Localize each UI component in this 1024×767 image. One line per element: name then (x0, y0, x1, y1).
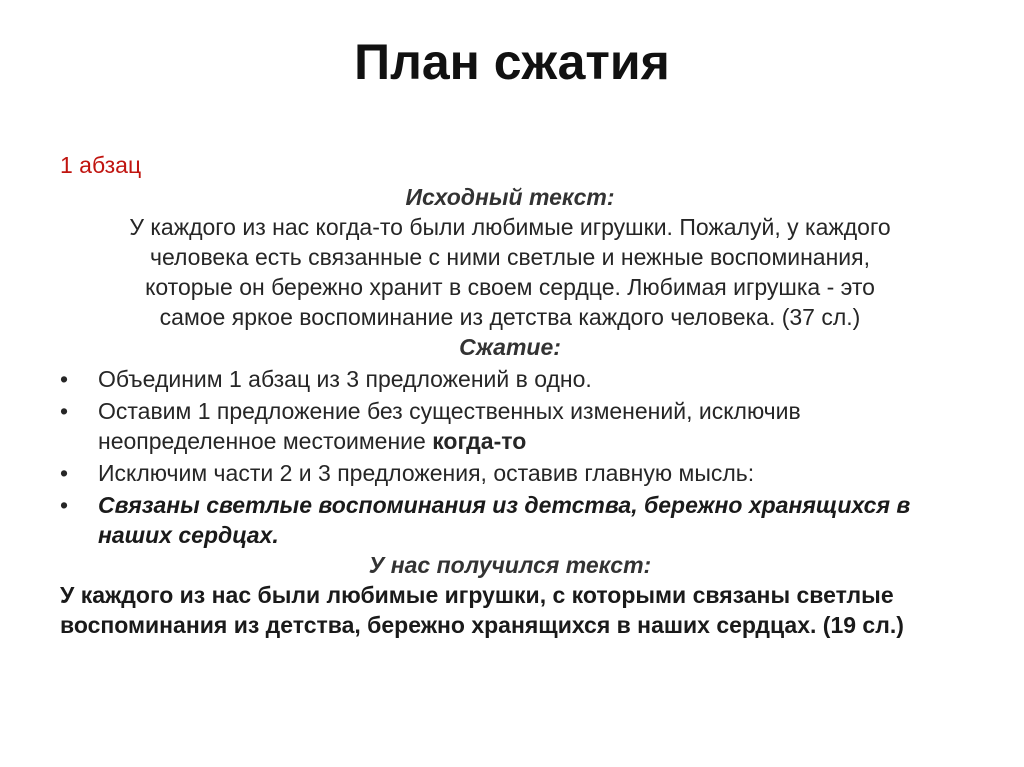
source-line: которые он бережно хранит в своем сердце. Любимая игрушка - это (145, 274, 875, 300)
source-line: самое яркое воспоминание из детства каждого человека. (37 сл.) (159, 304, 861, 330)
bullet-icon: • (60, 366, 69, 392)
result-text: У каждого из нас были любимые игрушки, с которыми связаны светлые воспоминания из детства, бережно хранящихся в наших сердцах. (19 сл.) (60, 582, 904, 638)
section-label: 1 абзац (60, 152, 142, 178)
compression-step-text: Исключим части 2 и 3 предложения, оставив главную мысль: (98, 460, 755, 486)
source-line: человека есть связанные с ними светлые и нежные воспоминания, (149, 244, 870, 270)
compression-step-text: Оставим 1 предложение без существенных изменений, исключив неопределенное местоимение (98, 398, 801, 454)
slide-title: План сжатия (354, 34, 670, 90)
bullet-icon: • (60, 492, 69, 518)
source-paragraph (60, 212, 960, 332)
compression-step (60, 490, 960, 550)
compression-step-emphasis: когда-то (432, 428, 527, 454)
slide-content (60, 150, 960, 640)
result-heading: У нас получился текст: (368, 552, 652, 578)
bullet-icon: • (60, 398, 69, 424)
compression-step-main-idea: Связаны светлые воспоминания из детства, бережно хранящихся в наших сердцах. (98, 492, 911, 548)
compression-heading: Сжатие: (459, 334, 561, 360)
bullet-icon: • (60, 460, 69, 486)
compression-step (60, 458, 960, 488)
compression-step-text: Объединим 1 абзац из 3 предложений в одно. (98, 366, 592, 392)
source-heading: Исходный текст: (405, 184, 615, 210)
source-line: У каждого из нас когда-то были любимые игрушки. Пожалуй, у каждого (129, 214, 891, 240)
compression-step (60, 396, 960, 456)
compression-steps-list (60, 364, 960, 550)
compression-step (60, 364, 960, 394)
